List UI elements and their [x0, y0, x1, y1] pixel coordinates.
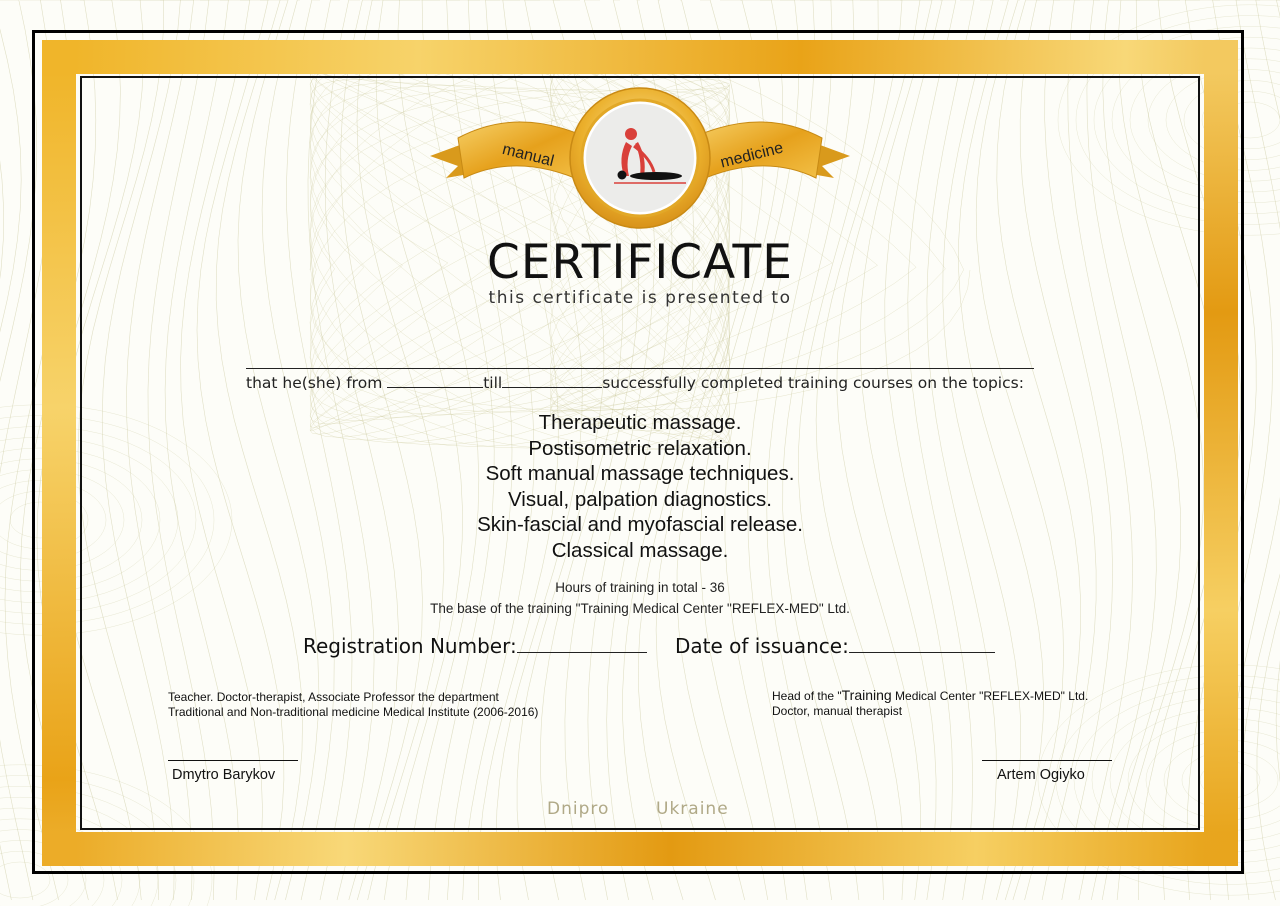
left-signatory-name: Dmytro Barykov [172, 767, 276, 783]
date-label: Date of issuance: [675, 634, 849, 658]
right-signature-line [982, 760, 1112, 761]
completion-prefix: that he(she) from [246, 374, 383, 392]
left-signatory-line1: Teacher. Doctor-therapist, Associate Professor the department [168, 690, 499, 704]
completion-till: till [483, 374, 503, 392]
registration-label: Registration Number: [303, 634, 517, 658]
topics-list [340, 410, 940, 563]
certificate-subtitle: this certificate is presented to [488, 288, 792, 308]
left-signatory-line2: Traditional and Non-traditional medicine Medical Institute (2006-2016) [168, 705, 539, 719]
guilloche-line [1257, 0, 1280, 900]
seal-emblem [428, 86, 852, 234]
ribbon-text-right: medicine [718, 139, 785, 172]
left-signature-line [168, 760, 298, 761]
recipient-name-line [246, 368, 1034, 369]
right-signatory-title [772, 688, 1088, 719]
registration-number [303, 632, 647, 659]
completion-statement [246, 373, 1046, 393]
training-base: The base of the training "Training Medical Center "REFLEX-MED" Ltd. [430, 601, 850, 616]
topic-item: Classical massage. [551, 538, 729, 562]
topic-item: Therapeutic massage. [538, 411, 742, 434]
topic-item: Soft manual massage techniques. [485, 462, 795, 485]
country: Ukraine [656, 799, 729, 819]
city: Dnipro [547, 799, 610, 819]
completion-suffix: successfully completed training courses on the topics: [602, 374, 1024, 392]
issuance-date [675, 632, 995, 659]
certificate-title: CERTIFICATE [487, 235, 793, 290]
date-blank [849, 632, 995, 653]
right-signatory-name: Artem Ogiyko [997, 767, 1085, 783]
topic-item: Visual, palpation diagnostics. [507, 487, 773, 511]
from-date-blank [387, 373, 483, 388]
topic-item: Postisometric relaxation. [528, 436, 752, 460]
ribbon-text-left: manual [500, 140, 556, 171]
till-date-blank [502, 373, 602, 388]
guilloche-line [1276, 0, 1280, 900]
right-signatory-line2: Doctor, manual therapist [772, 704, 903, 718]
left-signatory-title [168, 690, 538, 720]
registration-blank [517, 632, 647, 653]
training-hours: Hours of training in total - 36 [555, 580, 725, 595]
topic-item: Skin-fascial and myofascial release. [477, 513, 803, 536]
right-signatory-line1: Head of the "Training Medical Center "REFLEX-MED" Ltd. [772, 687, 1089, 703]
